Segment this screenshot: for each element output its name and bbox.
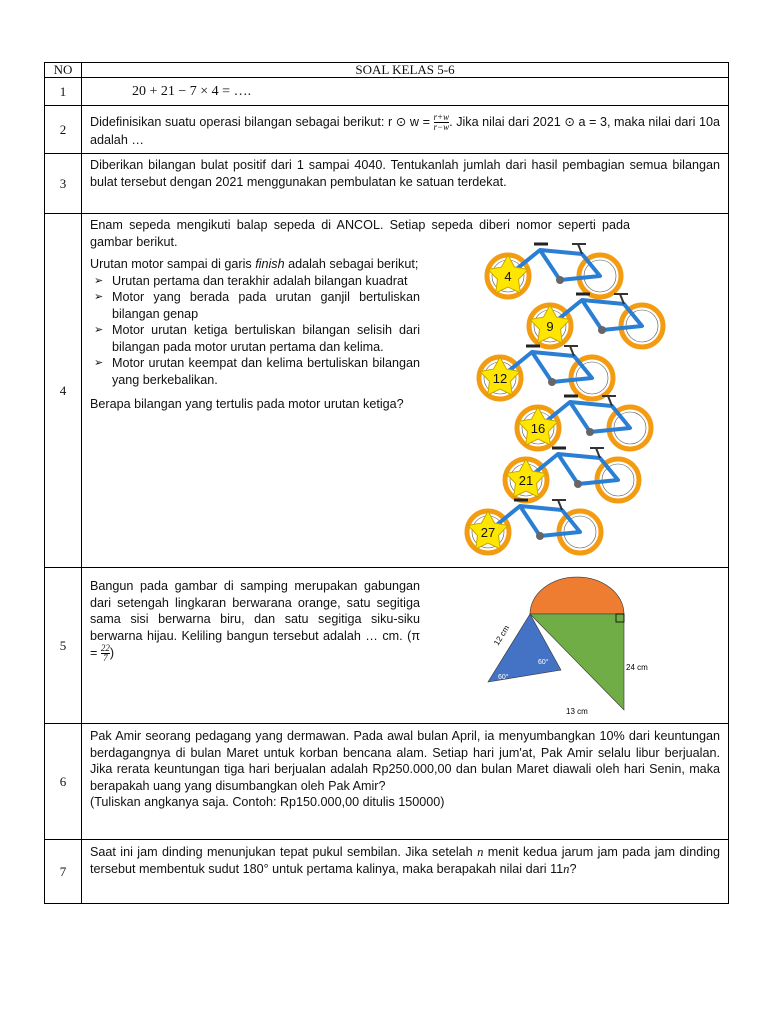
header-row (45, 63, 729, 78)
bicycle (479, 346, 613, 399)
list-item: ➢ Motor urutan ketiga bertuliskan bilangan selisih dari bilangan pada motor urutan pertama dan kelima. (112, 322, 420, 355)
row-number: 2 (45, 106, 82, 154)
header-no: NO (45, 63, 82, 78)
question-1-text: 20 + 21 − 7 × 4 = …. (82, 78, 729, 106)
bicycle (529, 294, 663, 347)
rule-list (90, 273, 420, 389)
question-7-text-c: ? (569, 861, 577, 876)
pedal-crank (586, 428, 594, 436)
fraction-numerator: r+w (433, 112, 450, 122)
pi-label: (π = (90, 628, 421, 660)
question-7-text-b: menit kedua jarum jam pada jam dinding tersebut membentuk sudut 180° untuk pertama kalinya, maka berapakah nilai dari 11 (90, 845, 721, 876)
question-4 (82, 214, 729, 568)
bike-number: 21 (518, 473, 534, 488)
row-number: 3 (45, 154, 82, 214)
label-12cm: 12 cm (492, 623, 512, 648)
pedal-crank (598, 326, 606, 334)
bike-number: 16 (530, 421, 546, 436)
bicycle (517, 396, 651, 449)
pedal-crank (556, 276, 564, 284)
bicycle (467, 500, 601, 553)
label-13cm: 13 cm (566, 707, 588, 716)
header-title: SOAL KELAS 5-6 (82, 63, 729, 78)
pi-close: ) (109, 645, 115, 660)
list-item: ➢ Motor yang berada pada urutan ganjil bertuliskan bilangan genap (112, 289, 420, 322)
question-7 (82, 840, 729, 904)
list-item: ➢ Urutan pertama dan terakhir adalah bilangan kuadrat (112, 273, 420, 290)
bicycles-illustration (462, 242, 687, 562)
question-5-body (90, 578, 420, 663)
bike-number: 9 (546, 319, 554, 334)
question-2-text-b: . Jika nilai dari 2021 ⊙ a = 3, maka nilai dari 10a adalah … (90, 114, 720, 147)
bicycle (487, 244, 621, 297)
table-row (45, 214, 729, 568)
row-number: 7 (45, 840, 82, 904)
question-table (44, 62, 729, 904)
question-4-intro: Enam sepeda mengikuti balap sepeda di ANCOL. Setiap sepeda diberi nomor seperti pada gambar berikut. (90, 218, 630, 249)
pi-numerator: 22 (100, 643, 110, 653)
bike-number: 27 (480, 525, 496, 540)
list-item: ➢ Motor urutan keempat dan kelima bertuliskan bilangan yang berkebalikan. (112, 355, 420, 388)
table-row (45, 154, 729, 214)
label-angle-left: 60° (498, 674, 509, 681)
question-3-text: Diberikan bilangan bulat positif dari 1 sampai 4040. Tentukanlah jumlah dari hasil pembagian semua bilangan bulat tersebut dengan 2021 menggunakan pembulatan ke satuan terdekat. (82, 154, 729, 214)
question-4-question: Berapa bilangan yang tertulis pada motor urutan ketiga? (90, 397, 404, 411)
row-number: 6 (45, 724, 82, 840)
pedal-crank (574, 480, 582, 488)
bike-number: 12 (492, 371, 508, 386)
table-row (45, 106, 729, 154)
label-angle-right: 60° (538, 659, 549, 666)
pi-denominator: 7 (101, 653, 110, 663)
question-5-text: Bangun pada gambar di samping merupakan gabungan dari setengah lingkaran berwarana orange, satu segitiga sama sisi berwarna biru, dan satu segitiga siku-siku berwarna hijau. Keliling bangun tersebut adalah … cm. (90, 579, 420, 643)
orange-semicircle (530, 577, 624, 614)
question-6 (82, 724, 729, 840)
row-number: 4 (45, 214, 82, 568)
question-6-text: Pak Amir seorang pedagang yang dermawan. Pada awal bulan April, ia menyumbangkan 10% dari keuntungan berdagangnya di bulan Maret untuk korban bencana alam. Setiap hari jum'at, Pak Amir selalu libur berjualan. Jika rerata keuntungan tiga hari berjualan adalah Rp250.000,00 dan bulan Maret diawali oleh hari Senin, maka berapakah uang yang disumbangkan oleh Pak Amir? (90, 729, 720, 793)
pedal-crank (548, 378, 556, 386)
row-number: 5 (45, 568, 82, 724)
table-row (45, 840, 729, 904)
bike-number: 4 (504, 269, 512, 284)
label-24cm: 24 cm (626, 663, 648, 672)
operation-fraction (434, 113, 450, 132)
table-row (45, 724, 729, 840)
table-row (45, 568, 729, 724)
pi-fraction (101, 644, 110, 663)
rule-lead-a: Urutan motor sampai di garis (90, 257, 256, 271)
pedal-crank (536, 532, 544, 540)
fraction-denominator: r−w (433, 122, 450, 132)
table-row (45, 78, 729, 106)
var-n-2: n (563, 861, 570, 876)
rule-lead-em: finish (255, 257, 285, 271)
composite-shape-figure (458, 572, 648, 720)
question-6-note: (Tuliskan angkanya saja. Contoh: Rp150.000,00 ditulis 150000) (90, 795, 445, 809)
question-4-rules (90, 256, 420, 413)
question-7-text-a: Saat ini jam dinding menunjukan tepat pukul sembilan. Jika setelah (90, 845, 478, 859)
question-sheet (44, 62, 728, 904)
row-number: 1 (45, 78, 82, 106)
rule-lead-b: adalah sebagai berikut; (284, 257, 419, 271)
question-5 (82, 568, 729, 724)
bicycle (505, 448, 639, 501)
var-n: n (477, 845, 484, 859)
question-2-text-a: Didefinisikan suatu operasi bilangan sebagai berikut: r ⊙ w = (90, 114, 430, 129)
question-2 (82, 106, 729, 154)
